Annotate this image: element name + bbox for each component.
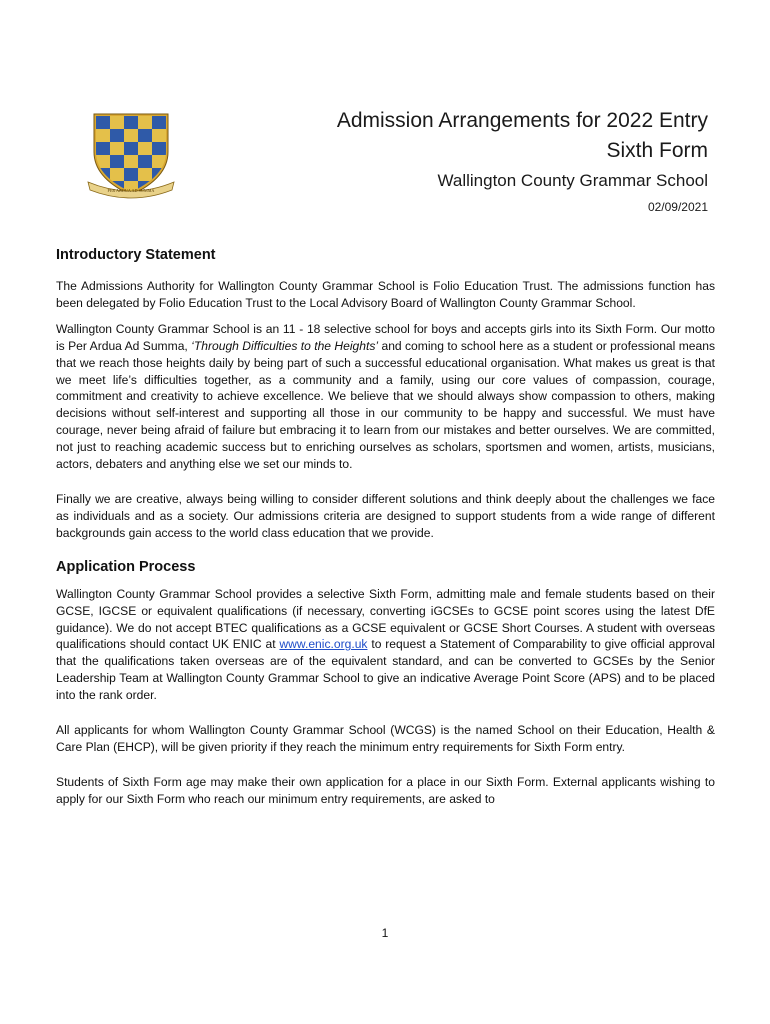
document-body	[56, 246, 715, 820]
page-number: 1	[381, 926, 389, 940]
application-paragraph-1	[56, 586, 715, 704]
document-title-line-2: Sixth Form	[606, 139, 708, 162]
school-crest-logo	[84, 108, 178, 200]
application-p1-text-start: Wallington County Grammar School provides a selective Sixth Form, admitting male and female students based on their GCSE, IGCSE or equivalent qualifications (if necessary, converting iGCSEs to GCSE point scores using the latest DfE guidance). We do not accept BTEC qualifications as a GCSE equivalent or GCSE Short Courses. A student with overseas qualifications should contact UK ENIC at	[56, 586, 715, 652]
section-heading-introductory-statement: Introductory Statement	[56, 247, 216, 263]
intro-p2-text-start: Wallington County Grammar School is an 11 - 18 selective school for boys and accepts girls into its Sixth Form. Our motto is Per Ardua Ad Summa,	[56, 321, 715, 353]
section-heading-application-process: Application Process	[56, 558, 196, 575]
intro-p2-text-end: and coming to school here as a student or professional means that we reach those heights daily by being part of such a successful educational organisation. What makes us great is that we meet life’s difficulties together, as a community and a family, using our core values of compassion, courage, commitment and creativity to achieve excellence. We believe that we should always show compassion to others, making decisions without self-interest and supporting all those in our community to be happy and successful. We must have courage, never being afraid of failure but embracing it to learn from our mistakes and better ourselves. We are committed, not just to reaching academic success but to enriching ourselves as scholars, sportsmen and women, artists, musicians, actors, debaters and anything else we set our minds to.	[56, 338, 716, 472]
enic-website-link[interactable]: www.enic.org.uk	[279, 637, 368, 652]
school-name: Wallington County Grammar School	[437, 171, 708, 190]
document-date: 02/09/2021	[647, 200, 708, 214]
document-title-line-1: Admission Arrangements for 2022 Entry	[336, 109, 708, 132]
crest-motto-text: PER ARDUA AD SUMMA	[107, 188, 155, 193]
document-header	[337, 106, 708, 216]
intro-paragraph-2	[56, 321, 715, 473]
intro-paragraph-3: Finally we are creative, always being willing to consider different solutions and think deeply about the challenges we face as individuals and as a society. Our admissions criteria are designed to support students from a wide range of different backgrounds gain access to the world class education that we provide.	[56, 491, 715, 540]
application-paragraph-3: Students of Sixth Form age may make their own application for a place in our Sixth Form. External applicants wishing to apply for our Sixth Form who reach our minimum entry requirements, are asked to	[56, 774, 715, 806]
intro-paragraph-1: The Admissions Authority for Wallington County Grammar School is Folio Education Trust. The admissions function has been delegated by Folio Education Trust to the Local Advisory Board of Wallington County Grammar School.	[56, 279, 715, 310]
motto-translation: ‘Through Difficulties to the Heights’	[191, 338, 379, 353]
application-paragraph-2: All applicants for whom Wallington County Grammar School (WCGS) is the named School on their Education, Health & Care Plan (EHCP), will be given priority if they reach the minimum entry requirements for Sixth Form entry.	[56, 723, 715, 754]
application-p1-text-end: to request a Statement of Comparability to give official approval that the qualifications taken overseas are of the equivalent standard, and can be converted to GCSEs by the Senior Leadership Team at Wallington County Grammar School to give an indicative Average Point Score (APS) and to be placed into the rank order.	[56, 637, 715, 703]
